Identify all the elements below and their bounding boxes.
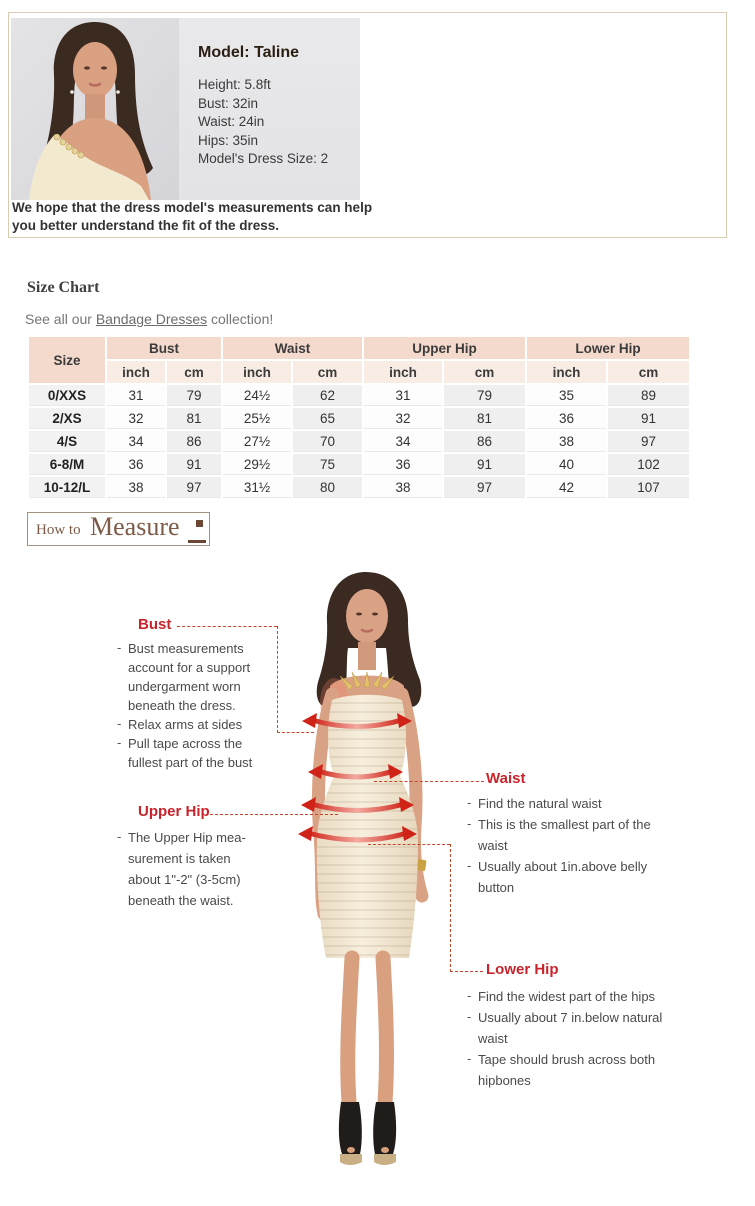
unit-header: inch bbox=[107, 361, 165, 383]
heading-how-to: How to bbox=[36, 522, 81, 538]
cell: 36 bbox=[527, 408, 606, 429]
how-to-measure-heading bbox=[27, 512, 210, 546]
bust-label: Bust bbox=[138, 616, 172, 633]
upper-hip-tips bbox=[116, 827, 248, 911]
figure-shoes bbox=[339, 1102, 396, 1165]
dashed-connector-waist bbox=[374, 781, 484, 782]
upper-hip-label: Upper Hip bbox=[138, 803, 210, 820]
col-group-bust: Bust bbox=[107, 337, 221, 359]
table-row bbox=[29, 431, 689, 452]
cell: 34 bbox=[364, 431, 442, 452]
cell: 86 bbox=[167, 431, 221, 452]
bust-tip: - Pull tape across the fullest part of the bust bbox=[116, 734, 264, 772]
heading-measure: Measure bbox=[90, 512, 180, 541]
size-label: 10-12/L bbox=[29, 477, 105, 498]
cell: 89 bbox=[608, 385, 689, 406]
link-suffix: collection! bbox=[207, 311, 274, 327]
dashed-connector-lower-hip bbox=[368, 844, 450, 845]
waist-tip: - Usually about 1in.above belly button bbox=[466, 856, 666, 898]
dashed-connector-lower-hip bbox=[450, 844, 451, 972]
unit-header: inch bbox=[527, 361, 606, 383]
cell: 91 bbox=[444, 454, 525, 475]
bust-tips bbox=[116, 639, 264, 772]
bust-tip: - Relax arms at sides bbox=[116, 715, 264, 734]
underline-mark-icon bbox=[188, 540, 206, 543]
table-row bbox=[29, 477, 689, 498]
waist-tips bbox=[466, 793, 666, 898]
cell: 36 bbox=[364, 454, 442, 475]
model-detail-hips: Hips: 35in bbox=[198, 132, 259, 148]
col-header-size: Size bbox=[29, 337, 105, 383]
model-detail-dress-size: Model's Dress Size: 2 bbox=[198, 151, 329, 166]
upper-hip-tip: - The Upper Hip mea-surement is taken about 1"-2" (3-5cm) beneath the waist. bbox=[116, 827, 248, 911]
model-photo bbox=[11, 18, 179, 200]
cell: 34 bbox=[107, 431, 165, 452]
size-label: 0/XXS bbox=[29, 385, 105, 406]
cell: 97 bbox=[444, 477, 525, 498]
cell: 36 bbox=[107, 454, 165, 475]
table-row bbox=[29, 454, 689, 475]
cell: 75 bbox=[293, 454, 362, 475]
cell: 40 bbox=[527, 454, 606, 475]
unit-header: cm bbox=[167, 361, 221, 383]
model-detail-bust: Bust: 32in bbox=[198, 95, 259, 111]
cell: 31 bbox=[107, 385, 165, 406]
cell: 81 bbox=[167, 408, 221, 429]
collection-link-line bbox=[25, 311, 273, 327]
size-label: 4/S bbox=[29, 431, 105, 452]
cell: 24½ bbox=[223, 385, 291, 406]
size-label: 2/XS bbox=[29, 408, 105, 429]
dashed-connector-bust bbox=[277, 626, 278, 733]
dashed-connector-lower-hip bbox=[450, 971, 483, 972]
dashed-connector-bust bbox=[177, 626, 277, 627]
size-chart-heading: Size Chart bbox=[27, 279, 100, 296]
cell: 65 bbox=[293, 408, 362, 429]
dashed-connector-bust bbox=[277, 732, 314, 733]
cell: 97 bbox=[167, 477, 221, 498]
unit-header: cm bbox=[293, 361, 362, 383]
model-info-card bbox=[8, 12, 727, 238]
cell: 32 bbox=[107, 408, 165, 429]
unit-header: inch bbox=[223, 361, 291, 383]
cell: 38 bbox=[527, 431, 606, 452]
cell: 91 bbox=[608, 408, 689, 429]
waist-tip: - This is the smallest part of the waist bbox=[466, 814, 666, 856]
lower-hip-tip: - Find the widest part of the hips bbox=[466, 986, 676, 1007]
lower-hip-label: Lower Hip bbox=[486, 961, 559, 978]
table-row bbox=[29, 385, 689, 406]
cell: 70 bbox=[293, 431, 362, 452]
lower-hip-tip: - Tape should brush across both hipbones bbox=[466, 1049, 676, 1091]
cell: 62 bbox=[293, 385, 362, 406]
waist-label: Waist bbox=[486, 770, 526, 787]
cell: 42 bbox=[527, 477, 606, 498]
col-group-lower-hip: Lower Hip bbox=[527, 337, 689, 359]
cell: 102 bbox=[608, 454, 689, 475]
cell: 91 bbox=[167, 454, 221, 475]
bust-tip: - Bust measurements account for a support undergarment worn beneath the dress. bbox=[116, 639, 264, 715]
cell: 80 bbox=[293, 477, 362, 498]
lower-hip-tips bbox=[466, 986, 676, 1091]
square-mark-icon bbox=[196, 520, 203, 527]
waist-tip: - Find the natural waist bbox=[466, 793, 666, 814]
cell: 107 bbox=[608, 477, 689, 498]
unit-header: cm bbox=[608, 361, 689, 383]
cell: 27½ bbox=[223, 431, 291, 452]
lower-hip-tip: - Usually about 7 in.below natural waist bbox=[466, 1007, 676, 1049]
size-label: 6-8/M bbox=[29, 454, 105, 475]
cell: 38 bbox=[364, 477, 442, 498]
model-info-panel bbox=[179, 18, 360, 200]
model-title: Model: Taline bbox=[198, 44, 300, 61]
cell: 25½ bbox=[223, 408, 291, 429]
cell: 31½ bbox=[223, 477, 291, 498]
cell: 35 bbox=[527, 385, 606, 406]
size-chart-table bbox=[27, 335, 691, 500]
col-group-waist: Waist bbox=[223, 337, 362, 359]
model-details bbox=[198, 76, 328, 169]
cell: 81 bbox=[444, 408, 525, 429]
unit-header: inch bbox=[364, 361, 442, 383]
model-note: We hope that the dress model's measurements can help you better understand the fit of the dress. bbox=[12, 200, 373, 233]
cell: 97 bbox=[608, 431, 689, 452]
cell: 32 bbox=[364, 408, 442, 429]
link-prefix: See all our bbox=[25, 311, 96, 327]
model-detail-waist: Waist: 24in bbox=[198, 114, 265, 129]
cell: 86 bbox=[444, 431, 525, 452]
bandage-dresses-link[interactable]: Bandage Dresses bbox=[95, 311, 208, 327]
cell: 31 bbox=[364, 385, 442, 406]
table-row bbox=[29, 408, 689, 429]
dashed-connector-upper-hip bbox=[210, 814, 338, 815]
figure-body bbox=[317, 572, 427, 1165]
model-detail-height: Height: 5.8ft bbox=[198, 77, 271, 92]
col-group-upper-hip: Upper Hip bbox=[364, 337, 525, 359]
unit-header: cm bbox=[444, 361, 525, 383]
cell: 38 bbox=[107, 477, 165, 498]
cell: 79 bbox=[167, 385, 221, 406]
cell: 79 bbox=[444, 385, 525, 406]
cell: 29½ bbox=[223, 454, 291, 475]
